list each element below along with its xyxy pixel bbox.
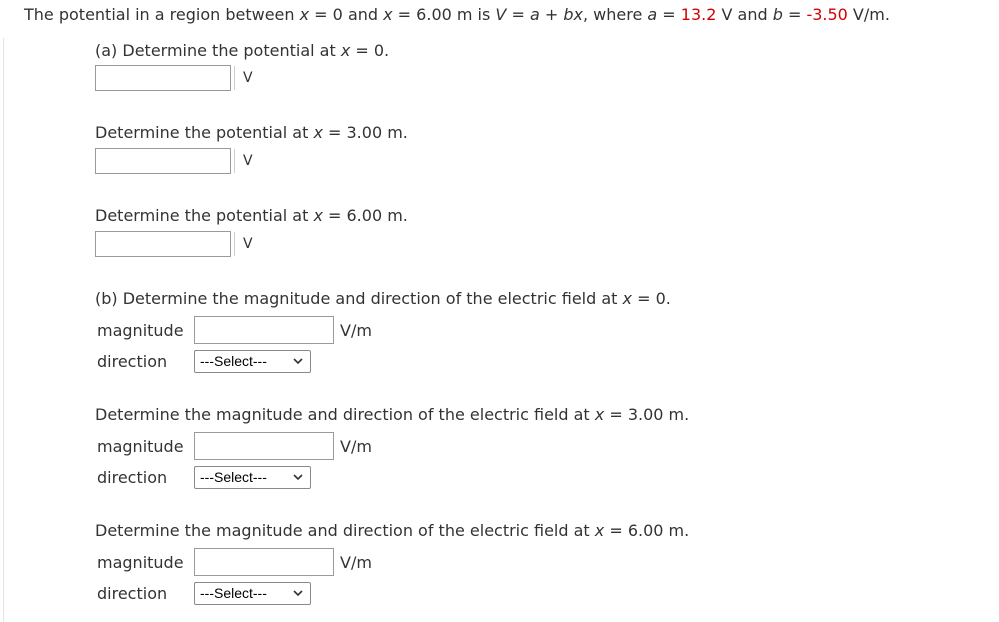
field-magnitude-x0-input[interactable]	[194, 316, 334, 344]
magnitude-row-b1	[97, 316, 372, 344]
variable-x: x	[313, 123, 323, 142]
field-magnitude-x6-input[interactable]	[194, 548, 334, 576]
select-value: ---Select---	[200, 353, 267, 369]
problem-text: = 0 and	[309, 5, 384, 24]
problem-text: V and	[716, 5, 773, 24]
variable-v: V	[495, 5, 507, 24]
question-text: = 3.00 m.	[322, 123, 408, 142]
variable-x: x	[622, 289, 632, 308]
direction-row-b3	[97, 579, 311, 607]
question-b2-prompt	[95, 404, 689, 426]
variable-x: x	[340, 41, 351, 60]
field-direction-x0-select[interactable]	[194, 350, 311, 373]
chevron-down-icon	[292, 587, 304, 599]
content-left-border	[3, 38, 4, 622]
b-value-highlight: -3.50	[806, 5, 848, 24]
chevron-down-icon	[292, 471, 304, 483]
field-magnitude-x3-input[interactable]	[194, 432, 334, 460]
answer-row-a3	[95, 229, 253, 259]
question-b3-prompt	[95, 520, 689, 542]
question-text: = 0.	[350, 41, 390, 60]
question-text: = 3.00 m.	[604, 405, 690, 424]
variable-x: x	[383, 5, 393, 24]
field-direction-x6-select[interactable]	[194, 582, 311, 605]
unit-label: V/m	[340, 436, 372, 456]
magnitude-row-b2	[97, 432, 372, 460]
question-text: Determine the potential at	[95, 206, 314, 225]
chevron-down-icon	[292, 355, 304, 367]
unit-label: V	[234, 149, 253, 173]
unit-label: V/m	[340, 320, 372, 340]
question-text: Determine the magnitude and direction of the electric field at	[95, 521, 595, 540]
question-text: = 0.	[631, 289, 671, 308]
variable-x: x	[313, 206, 323, 225]
problem-text: +	[539, 5, 564, 24]
magnitude-row-b3	[97, 548, 372, 576]
problem-text: =	[506, 5, 530, 24]
question-text: Determine the magnitude and direction of the electric field at	[95, 405, 595, 424]
problem-text: =	[657, 5, 681, 24]
variable-a: a	[529, 5, 540, 24]
direction-label: direction	[97, 467, 168, 487]
variable-x: x	[594, 521, 605, 540]
variable-x: x	[594, 405, 605, 424]
problem-text: The potential in a region between	[24, 5, 300, 24]
select-value: ---Select---	[200, 469, 267, 485]
problem-text: V/m.	[847, 5, 890, 24]
variable-b: b	[772, 5, 783, 24]
question-text: Determine the potential at	[95, 123, 314, 142]
variable-a: a	[647, 5, 658, 24]
answer-row-a2	[95, 146, 253, 176]
question-a2-prompt	[95, 122, 408, 144]
potential-x0-input[interactable]	[95, 65, 231, 91]
direction-row-b2	[97, 463, 311, 491]
question-text: = 6.00 m.	[604, 521, 690, 540]
a-value-highlight: 13.2	[680, 5, 717, 24]
problem-text: , where	[582, 5, 648, 24]
variable-x: x	[299, 5, 310, 24]
unit-label: V/m	[340, 552, 372, 572]
problem-text: =	[782, 5, 807, 24]
potential-x6-input[interactable]	[95, 231, 231, 257]
magnitude-label: magnitude	[97, 320, 184, 340]
select-value: ---Select---	[200, 585, 267, 601]
unit-label: V	[234, 66, 253, 90]
question-text: (b) Determine the magnitude and direction of the electric field at	[95, 289, 623, 308]
direction-label: direction	[97, 351, 168, 371]
problem-text: = 6.00 m is	[392, 5, 496, 24]
question-a3-prompt	[95, 205, 408, 227]
answer-row-a1	[95, 63, 253, 93]
question-text: = 6.00 m.	[322, 206, 408, 225]
magnitude-label: magnitude	[97, 552, 184, 572]
direction-row-b1	[97, 347, 311, 375]
problem-statement	[24, 4, 890, 26]
unit-label: V	[234, 232, 253, 256]
magnitude-label: magnitude	[97, 436, 184, 456]
direction-label: direction	[97, 583, 168, 603]
variable-bx: bx	[563, 5, 583, 24]
field-direction-x3-select[interactable]	[194, 466, 311, 489]
question-a1-prompt	[95, 40, 389, 62]
question-b1-prompt	[95, 288, 671, 310]
potential-x3-input[interactable]	[95, 148, 231, 174]
question-text: (a) Determine the potential at	[95, 41, 341, 60]
